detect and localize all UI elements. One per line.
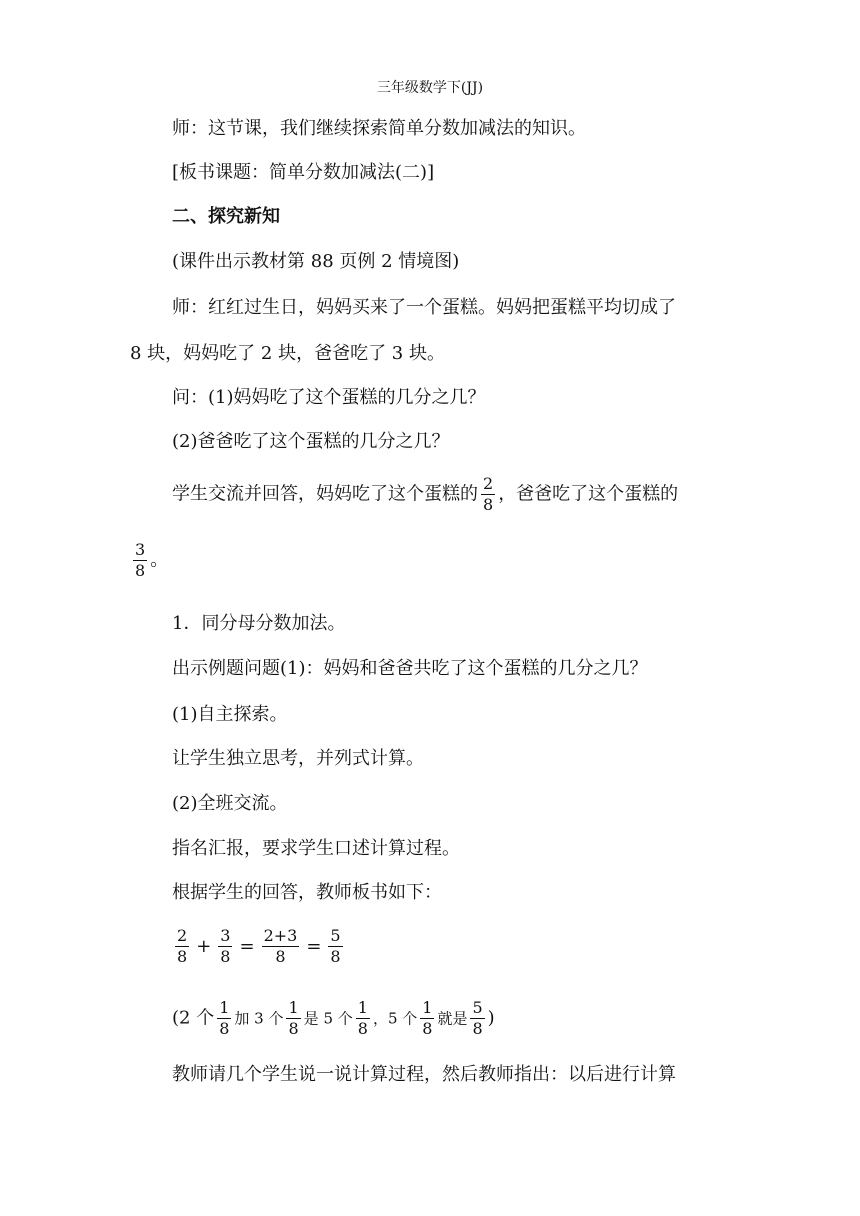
board-intro: 根据学生的回答，教师板书如下： [172, 882, 442, 903]
fraction-numerator: 2+3 [263, 926, 298, 945]
story-line-2: 8 块，妈妈吃了 2 块，爸爸吃了 3 块。 [130, 343, 445, 364]
equals-sign: = [306, 935, 322, 957]
explain-text-3: ，5 个 [372, 1009, 418, 1028]
explanation-line [172, 998, 495, 1039]
equation-line [172, 926, 346, 967]
fraction-a [175, 926, 189, 967]
fraction-denominator: 8 [220, 947, 231, 966]
fraction-c [262, 926, 300, 967]
answer-line-cont [130, 540, 168, 581]
fraction-numerator: 2 [483, 474, 494, 493]
fraction-denominator: 8 [422, 1019, 433, 1038]
fraction-denominator: 8 [288, 1019, 299, 1038]
fraction-e5 [470, 998, 484, 1039]
fraction-dad [133, 540, 147, 581]
fraction-denominator: 8 [135, 561, 146, 580]
final-line: 教师请几个学生说一说计算过程，然后教师指出：以后进行计算 [172, 1064, 676, 1085]
explain-text-2: 是 5 个 [303, 1009, 353, 1028]
example-question: 出示例题问题(1)：妈妈和爸爸共吃了这个蛋糕的几分之几？ [172, 658, 648, 679]
step-share-desc: 指名汇报，要求学生口述计算过程。 [172, 838, 460, 859]
fraction-denominator: 8 [219, 1019, 230, 1038]
answer-text-1: 学生交流并回答，妈妈吃了这个蛋糕的 [172, 483, 478, 505]
fraction-numerator: 3 [220, 926, 231, 945]
step-explore-desc: 让学生独立思考，并列式计算。 [172, 748, 424, 769]
fraction-d [328, 926, 342, 967]
fraction-numerator: 1 [422, 998, 433, 1017]
fraction-mom [481, 474, 495, 515]
fraction-numerator: 1 [357, 998, 368, 1017]
fraction-b [218, 926, 232, 967]
fraction-numerator: 5 [472, 998, 483, 1017]
fraction-numerator: 5 [330, 926, 341, 945]
fraction-denominator: 8 [330, 947, 341, 966]
fraction-denominator: 8 [472, 1019, 483, 1038]
explain-open: (2 个 [172, 1007, 215, 1029]
fraction-denominator: 8 [177, 947, 188, 966]
explain-text-1: 加 3 个 [234, 1009, 284, 1028]
plus-sign: + [196, 935, 212, 957]
story-line-1: 师：红红过生日，妈妈买来了一个蛋糕。妈妈把蛋糕平均切成了 [172, 297, 676, 318]
answer-text-2: ，爸爸吃了这个蛋糕的 [498, 483, 679, 505]
paragraph-intro: 师：这节课，我们继续探索简单分数加减法的知识。 [172, 118, 586, 139]
step-1-title: 1．同分母分数加法。 [172, 613, 346, 634]
step-explore: (1)自主探索。 [172, 704, 288, 725]
fraction-e3 [356, 998, 370, 1039]
fraction-numerator: 1 [288, 998, 299, 1017]
equals-sign: = [239, 935, 255, 957]
fraction-numerator: 1 [219, 998, 230, 1017]
courseware-note: (课件出示教材第 88 页例 2 情境图) [172, 251, 460, 272]
question-2: (2)爸爸吃了这个蛋糕的几分之几？ [172, 431, 450, 452]
answer-end: 。 [150, 549, 169, 571]
fraction-e1 [217, 998, 231, 1039]
fraction-numerator: 3 [135, 540, 146, 559]
fraction-e4 [420, 998, 434, 1039]
explain-text-4: 就是 [437, 1009, 468, 1028]
fraction-numerator: 2 [177, 926, 188, 945]
answer-line [172, 474, 678, 515]
fraction-denominator: 8 [275, 947, 286, 966]
page-header: 三年级数学下(JJ) [376, 80, 484, 96]
fraction-denominator: 8 [357, 1019, 368, 1038]
question-1: 问：(1)妈妈吃了这个蛋糕的几分之几？ [172, 387, 486, 408]
fraction-e2 [286, 998, 300, 1039]
board-title: [板书课题：简单分数加减法(二)] [172, 162, 435, 183]
explain-close: ) [487, 1007, 495, 1029]
section-heading: 二、探究新知 [172, 206, 280, 227]
fraction-denominator: 8 [483, 495, 494, 514]
step-share: (2)全班交流。 [172, 793, 288, 814]
